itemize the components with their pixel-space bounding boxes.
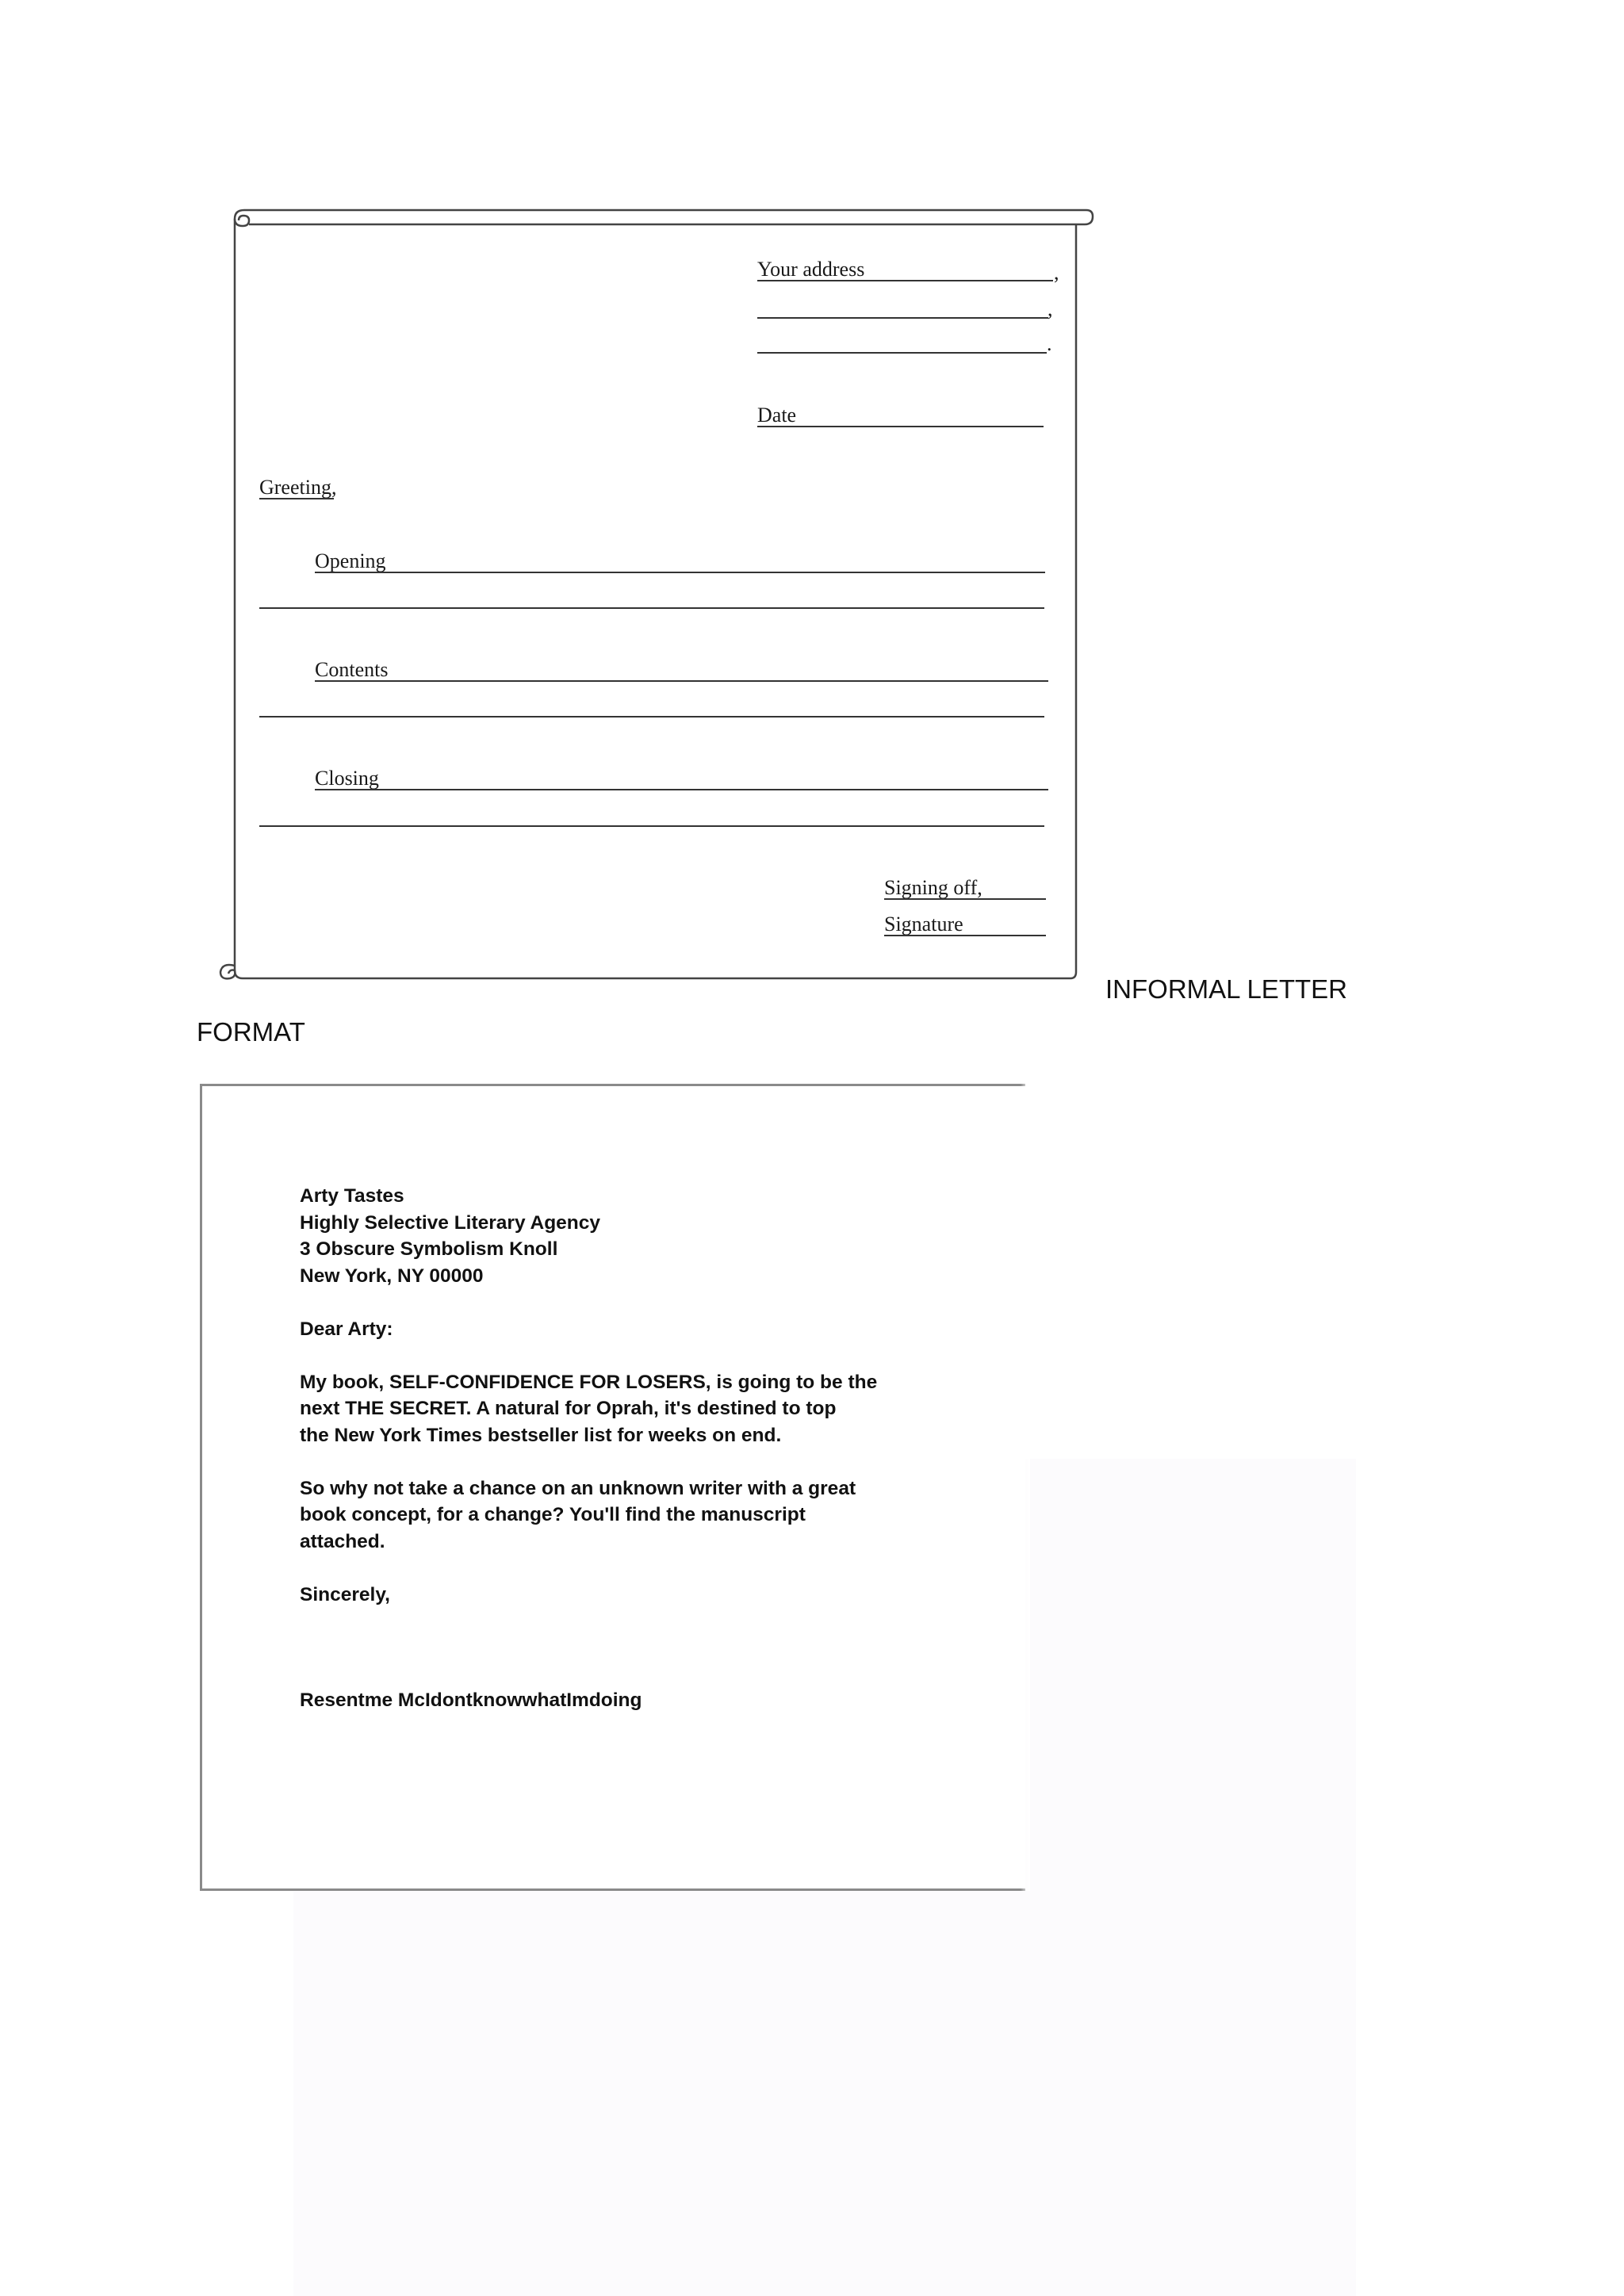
address-line-1 (757, 280, 1053, 281)
recipient-city: New York, NY 00000 (300, 1265, 484, 1287)
signature-label: Signature (884, 913, 963, 936)
caption-format: FORMAT (197, 1017, 305, 1047)
address-line-3 (757, 352, 1047, 354)
closing-label: Closing (315, 767, 379, 790)
sample-letter-frame (200, 1084, 1025, 1891)
address-comma-2: , (1048, 297, 1053, 320)
closing-line-2 (259, 825, 1044, 827)
signature-name: Resentme McIdontknowwhatImdoing (300, 1689, 642, 1711)
address-comma-1: , (1054, 261, 1059, 284)
greeting-label: Greeting, (259, 476, 337, 499)
paragraph-1-line: the New York Times bestseller list for weeks on end. (300, 1424, 782, 1446)
right-edge-fade (1021, 1084, 1030, 1891)
caption-informal-letter: INFORMAL LETTER (1105, 974, 1347, 1004)
recipient-street: 3 Obscure Symbolism Knoll (300, 1238, 558, 1260)
salutation: Dear Arty: (300, 1318, 393, 1340)
opening-label: Opening (315, 549, 386, 572)
contents-line-1 (315, 680, 1048, 682)
address-period: . (1047, 332, 1052, 355)
recipient-company: Highly Selective Literary Agency (300, 1211, 600, 1234)
paragraph-2-line: So why not take a chance on an unknown writer with a great (300, 1477, 856, 1499)
paragraph-1-line: My book, SELF-CONFIDENCE FOR LOSERS, is going to be the (300, 1371, 878, 1393)
closing: Sincerely, (300, 1583, 390, 1605)
paragraph-1-line: next THE SECRET. A natural for Oprah, it's destined to top (300, 1398, 837, 1419)
recipient-name: Arty Tastes (300, 1185, 404, 1207)
contents-line-2 (259, 716, 1044, 718)
sample-letter-body (300, 1183, 982, 1714)
signing-off-label: Signing off, (884, 876, 982, 899)
greeting-underline (259, 498, 334, 499)
paragraph-2-line: attached. (300, 1530, 385, 1552)
date-line (757, 426, 1044, 427)
scroll-frame (0, 0, 1624, 1031)
paragraph-2-line: book concept, for a change? You'll find the manuscript (300, 1504, 806, 1525)
closing-line-1 (315, 789, 1048, 790)
contents-label: Contents (315, 658, 389, 681)
signing-off-line (884, 898, 1046, 900)
your-address-label: Your address (757, 258, 865, 281)
opening-line-1 (315, 572, 1045, 573)
date-label: Date (757, 404, 797, 427)
address-line-2 (757, 317, 1048, 319)
signature-line (884, 935, 1046, 936)
opening-line-2 (259, 607, 1044, 609)
